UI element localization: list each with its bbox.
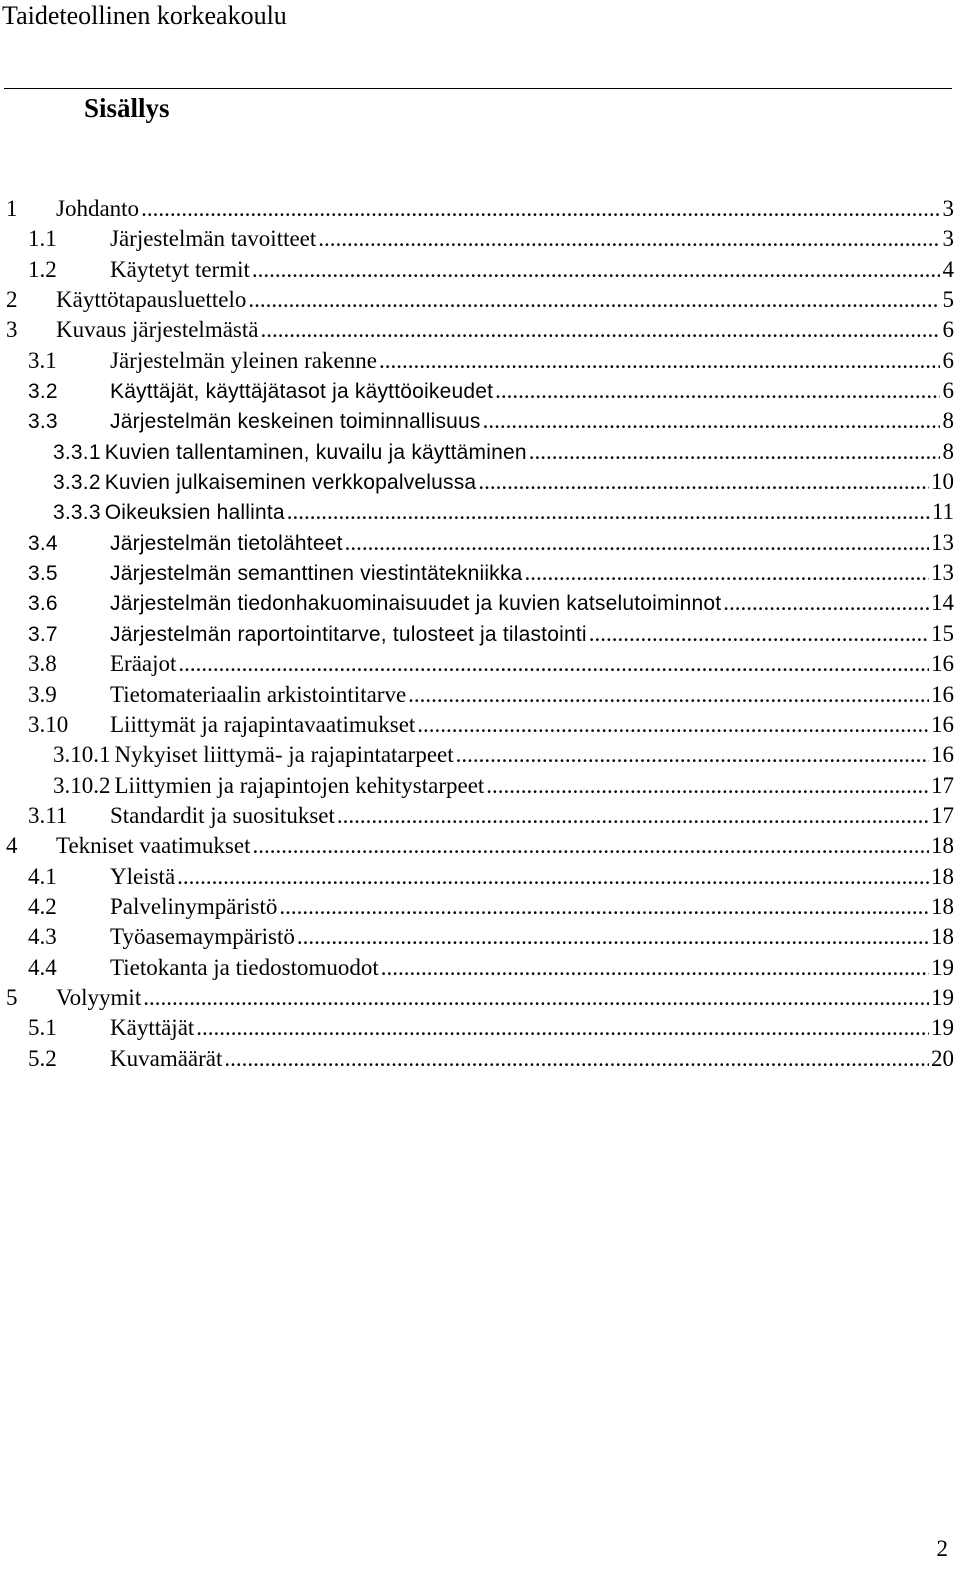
toc-entry[interactable] xyxy=(0,710,954,740)
toc-dot-leader xyxy=(589,619,929,649)
toc-dot-leader xyxy=(178,649,929,679)
toc-dot-leader xyxy=(723,588,929,618)
toc-entry-page: 11 xyxy=(931,499,954,525)
toc-dot-leader xyxy=(417,710,929,740)
toc-dot-leader xyxy=(486,771,929,801)
toc-entry[interactable] xyxy=(0,1044,954,1074)
toc-entry[interactable] xyxy=(0,771,954,801)
toc-entry-number: 5 xyxy=(6,984,18,1010)
toc-entry[interactable] xyxy=(0,497,954,527)
toc-entry-title: Oikeuksien hallinta xyxy=(104,501,285,525)
toc-dot-leader xyxy=(224,1044,929,1074)
toc-entry-page: 18 xyxy=(931,924,954,950)
toc-entry[interactable] xyxy=(0,315,954,345)
toc-entry-title: Nykyiset liittymä- ja rajapintatarpeet xyxy=(114,742,454,768)
toc-entry-number: 3.10.2 xyxy=(53,772,111,798)
toc-entry-page: 6 xyxy=(942,378,954,404)
toc-entry-title: Järjestelmän semanttinen viestintätekniikka xyxy=(110,562,523,586)
toc-entry-page: 4 xyxy=(942,256,954,282)
toc-entry[interactable] xyxy=(0,649,954,679)
toc-entry[interactable] xyxy=(0,619,954,649)
toc-entry-title: Käytetyt termit xyxy=(110,256,250,282)
toc-entry[interactable] xyxy=(0,953,954,983)
toc-dot-leader xyxy=(252,831,929,861)
toc-entry-number: 2 xyxy=(6,287,18,313)
toc-dot-leader xyxy=(381,953,929,983)
toc-dot-leader xyxy=(478,467,929,497)
toc-entry[interactable] xyxy=(0,740,954,770)
toc-entry-page: 5 xyxy=(942,287,954,313)
toc-dot-leader xyxy=(177,862,929,892)
toc-entry-title: Järjestelmän tavoitteet xyxy=(110,226,317,252)
toc-entry-title: Tietomateriaalin arkistointitarve xyxy=(110,681,407,707)
toc-entry-title: Kuvien julkaiseminen verkkopalvelussa xyxy=(104,471,477,495)
toc-entry-page: 16 xyxy=(931,651,954,677)
page-number: 2 xyxy=(936,1536,948,1561)
toc-entry-number: 4.2 xyxy=(28,893,57,919)
toc-entry-page: 13 xyxy=(931,560,954,586)
toc-entry-page: 3 xyxy=(942,196,954,221)
toc-entry-number: 5.2 xyxy=(28,1045,57,1071)
toc-entry-title: Kuvaus järjestelmästä xyxy=(56,317,259,343)
toc-entry-number: 1.2 xyxy=(28,256,57,282)
toc-entry[interactable] xyxy=(0,892,954,922)
toc-entry-number: 3.1 xyxy=(28,347,57,373)
toc-entry-page: 16 xyxy=(931,681,954,707)
toc-entry[interactable] xyxy=(0,831,954,861)
toc-entry-number: 4.3 xyxy=(28,924,57,950)
toc-entry-title: Kuvamäärät xyxy=(110,1045,223,1071)
toc-dot-leader xyxy=(345,528,929,558)
toc-entry-page: 18 xyxy=(931,893,954,919)
toc-dot-leader xyxy=(252,255,940,285)
toc-entry[interactable] xyxy=(0,406,954,436)
toc-dot-leader xyxy=(248,285,940,315)
toc-entry-page: 19 xyxy=(931,984,954,1010)
toc-entry-title: Järjestelmän raportointitarve, tulosteet ja tilastointi xyxy=(110,622,587,646)
toc-entry-title: Käyttötapausluettelo xyxy=(56,287,247,313)
toc-entry[interactable] xyxy=(0,922,954,952)
toc-entry-page: 17 xyxy=(931,772,954,798)
toc-entry-page: 6 xyxy=(942,347,954,373)
toc-entry-number: 3.3.2 xyxy=(53,471,101,495)
toc-entry-number: 4.1 xyxy=(28,863,57,889)
toc-entry[interactable] xyxy=(0,558,954,588)
toc-entry-page: 17 xyxy=(931,802,954,828)
toc-entry-number: 3.6 xyxy=(28,592,58,616)
toc-entry-page: 16 xyxy=(931,711,954,737)
toc-entry-number: 3.9 xyxy=(28,681,57,707)
toc-entry-number: 3.4 xyxy=(28,531,58,555)
toc-entry-title: Palvelinympäristö xyxy=(110,893,278,919)
toc-dot-leader xyxy=(318,224,940,254)
toc-entry-page: 8 xyxy=(942,438,954,464)
toc-entry-number: 4 xyxy=(6,833,18,859)
toc-entry-title: Järjestelmän tietolähteet xyxy=(110,531,343,555)
toc-entry-title: Järjestelmän keskeinen toiminnallisuus xyxy=(110,410,481,434)
toc-entry-number: 3.3.3 xyxy=(53,501,101,525)
toc-dot-leader xyxy=(279,892,929,922)
toc-entry-page: 16 xyxy=(931,742,954,768)
toc-entry-title: Standardit ja suositukset xyxy=(110,802,335,828)
toc-entry-number: 4.4 xyxy=(28,954,57,980)
toc-entry-number: 1.1 xyxy=(28,226,57,252)
toc-entry-title: Käyttäjät, käyttäjätasot ja käyttöoikeudet xyxy=(110,380,494,404)
toc-dot-leader xyxy=(141,194,940,224)
toc-entry-number: 3.2 xyxy=(28,380,58,404)
toc-entry-number: 3.3.1 xyxy=(53,440,101,464)
toc-entry-title: Volyymit xyxy=(56,984,142,1010)
toc-entry-page: 19 xyxy=(931,954,954,980)
toc-entry[interactable] xyxy=(0,467,954,497)
toc-entry-title: Tekniset vaatimukset xyxy=(56,833,251,859)
table-of-contents xyxy=(0,194,954,1074)
toc-entry-title: Käyttäjät xyxy=(110,1015,195,1041)
toc-entry-page: 8 xyxy=(942,408,954,434)
toc-entry-number: 3.7 xyxy=(28,622,58,646)
document-header: Taideteollinen korkeakoulu xyxy=(2,1,287,30)
toc-entry[interactable] xyxy=(0,801,954,831)
toc-entry-number: 3.5 xyxy=(28,562,58,586)
toc-entry-page: 3 xyxy=(942,226,954,252)
toc-entry[interactable] xyxy=(0,588,954,618)
toc-entry-title: Tietokanta ja tiedostomuodot xyxy=(110,954,379,980)
toc-dot-leader xyxy=(287,497,930,527)
toc-title: Sisällys xyxy=(84,93,170,123)
toc-dot-leader xyxy=(524,558,929,588)
toc-entry-number: 3.10.1 xyxy=(53,742,111,768)
toc-dot-leader xyxy=(379,346,940,376)
toc-entry[interactable] xyxy=(0,680,954,710)
toc-entry-page: 13 xyxy=(931,529,954,555)
toc-dot-leader xyxy=(260,315,940,345)
toc-entry-page: 6 xyxy=(942,317,954,343)
toc-dot-leader xyxy=(495,376,940,406)
toc-dot-leader xyxy=(408,680,929,710)
toc-entry-title: Eräajot xyxy=(110,651,177,677)
toc-entry-page: 10 xyxy=(931,469,954,495)
toc-dot-leader xyxy=(196,1013,929,1043)
toc-entry-title: Järjestelmän tiedonhakuominaisuudet ja kuvien katselutoiminnot xyxy=(110,592,722,616)
toc-entry-number: 3.8 xyxy=(28,651,57,677)
toc-entry-number: 5.1 xyxy=(28,1015,57,1041)
toc-entry[interactable] xyxy=(0,528,954,558)
toc-entry-number: 3.10 xyxy=(28,711,69,737)
toc-dot-leader xyxy=(297,922,929,952)
toc-entry-page: 15 xyxy=(931,620,954,646)
toc-entry-page: 18 xyxy=(931,833,954,859)
toc-entry[interactable] xyxy=(0,346,954,376)
toc-dot-leader xyxy=(456,740,929,770)
toc-entry-title: Liittymät ja rajapintavaatimukset xyxy=(110,711,416,737)
toc-entry[interactable] xyxy=(0,224,954,254)
toc-dot-leader xyxy=(483,406,940,436)
toc-entry[interactable] xyxy=(0,1013,954,1043)
toc-entry-page: 20 xyxy=(931,1045,954,1071)
toc-dot-leader xyxy=(529,437,940,467)
toc-entry[interactable] xyxy=(0,255,954,285)
toc-entry[interactable] xyxy=(0,862,954,892)
toc-entry-title: Kuvien tallentaminen, kuvailu ja käyttäminen xyxy=(104,440,527,464)
toc-entry[interactable] xyxy=(0,194,954,224)
toc-entry-number: 3.3 xyxy=(28,410,58,434)
toc-entry-title: Työasemaympäristö xyxy=(110,924,295,950)
toc-dot-leader xyxy=(337,801,929,831)
toc-entry[interactable] xyxy=(0,983,954,1013)
toc-entry-number: 3 xyxy=(6,317,18,343)
toc-entry[interactable] xyxy=(0,437,954,467)
toc-entry-title: Yleistä xyxy=(110,863,176,889)
toc-entry[interactable] xyxy=(0,376,954,406)
toc-entry-title: Liittymien ja rajapintojen kehitystarpeet xyxy=(114,772,485,798)
toc-entry[interactable] xyxy=(0,285,954,315)
toc-entry-page: 19 xyxy=(931,1015,954,1041)
toc-dot-leader xyxy=(143,983,929,1013)
toc-entry-page: 14 xyxy=(931,590,954,616)
toc-entry-number: 3.11 xyxy=(28,802,68,828)
toc-entry-page: 18 xyxy=(931,863,954,889)
toc-entry-title: Johdanto xyxy=(56,196,140,221)
toc-entry-number: 1 xyxy=(6,196,18,221)
toc-entry-title: Järjestelmän yleinen rakenne xyxy=(110,347,377,373)
